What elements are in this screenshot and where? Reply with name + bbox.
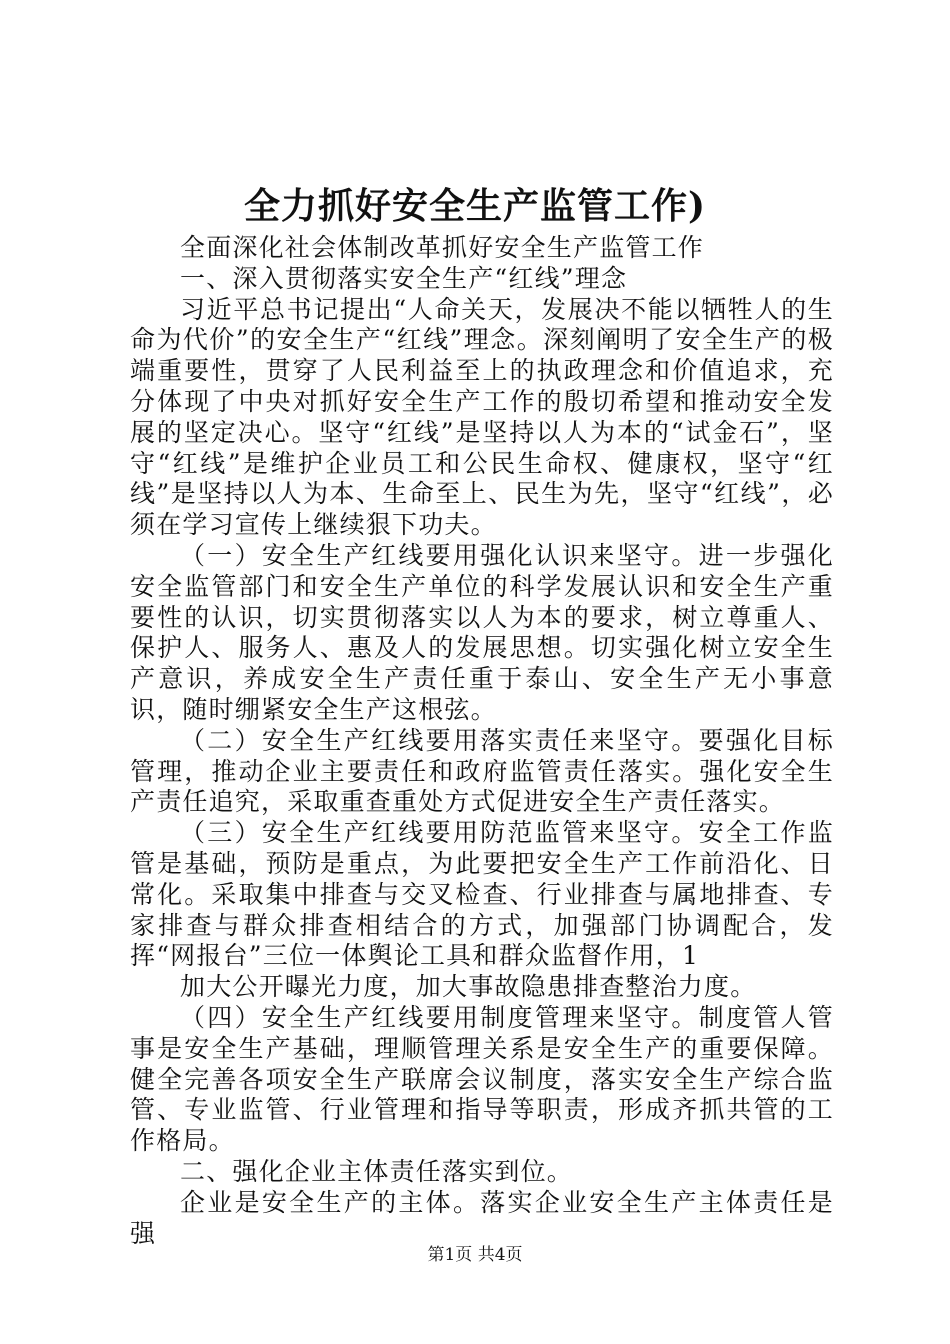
document-title: 全力抓好安全生产监管工作) xyxy=(243,185,707,227)
paragraph-7: 企业是安全生产的主体。落实企业安全生产主体责任是强 xyxy=(130,1187,834,1248)
page-number-footer: 第1页 共4页 xyxy=(427,1245,523,1265)
paragraph-heading-1: 一、深入贯彻落实安全生产“红线”理念 xyxy=(180,263,628,293)
paragraph-heading-2: 二、强化企业主体责任落实到位。 xyxy=(180,1156,574,1186)
paragraph-1: 习近平总书记提出“人命关天，发展决不能以牺牲人的生命为代价”的安全生产“红线”理念。深刻阐明了安全生产的极端重要性，贯穿了人民利益至上的执政理念和价值追求，充分体现了中央对抓好安全生产工作的殷切希望和推动安全发展的坚定决心。坚守“红线”是坚持以人为本的“试金石”，坚守“红线”是维护企业员工和公民生命权、健康权，坚守“红线”是坚持以人为本、生命至上、民生为先，坚守“红线”，必须在学习宣传上继续狠下功夫。 xyxy=(130,294,834,540)
paragraph-subtitle: 全面深化社会体制改革抓好安全生产监管工作 xyxy=(180,233,705,262)
paragraph-2: （一）安全生产红线要用强化认识来坚守。进一步强化安全监管部门和安全生产单位的科学发展认识和安全生产重要性的认识，切实贯彻落实以人为本的要求，树立尊重人、保护人、服务人、惠及人的发展思想。切实强化树立安全生产意识，养成安全生产责任重于泰山、安全生产无小事意识，随时绷紧安全生产这根弦。 xyxy=(130,540,834,724)
paragraph-3: （二）安全生产红线要用落实责任来坚守。要强化目标管理，推动企业主要责任和政府监管责任落实。强化安全生产责任追究，采取重查重处方式促进安全生产责任落实。 xyxy=(130,725,834,817)
document-body xyxy=(130,233,834,1249)
paragraph-6: （四）安全生产红线要用制度管理来坚守。制度管人管事是安全生产基础，理顺管理关系是安全生产的重要保障。健全完善各项安全生产联席会议制度，落实安全生产综合监管、专业监管、行业管理和指导等职责，形成齐抓共管的工作格局。 xyxy=(130,1002,834,1156)
paragraph-5: 加大公开曝光力度，加大事故隐患排查整治力度。 xyxy=(180,972,757,1002)
paragraph-4: （三）安全生产红线要用防范监管来坚守。安全工作监管是基础，预防是重点，为此要把安全生产工作前沿化、日常化。采取集中排查与交叉检查、行业排查与属地排查、专家排查与群众排查相结合的方式，加强部门协调配合，发挥“网报台”三位一体舆论工具和群众监督作用，1 xyxy=(130,818,834,971)
